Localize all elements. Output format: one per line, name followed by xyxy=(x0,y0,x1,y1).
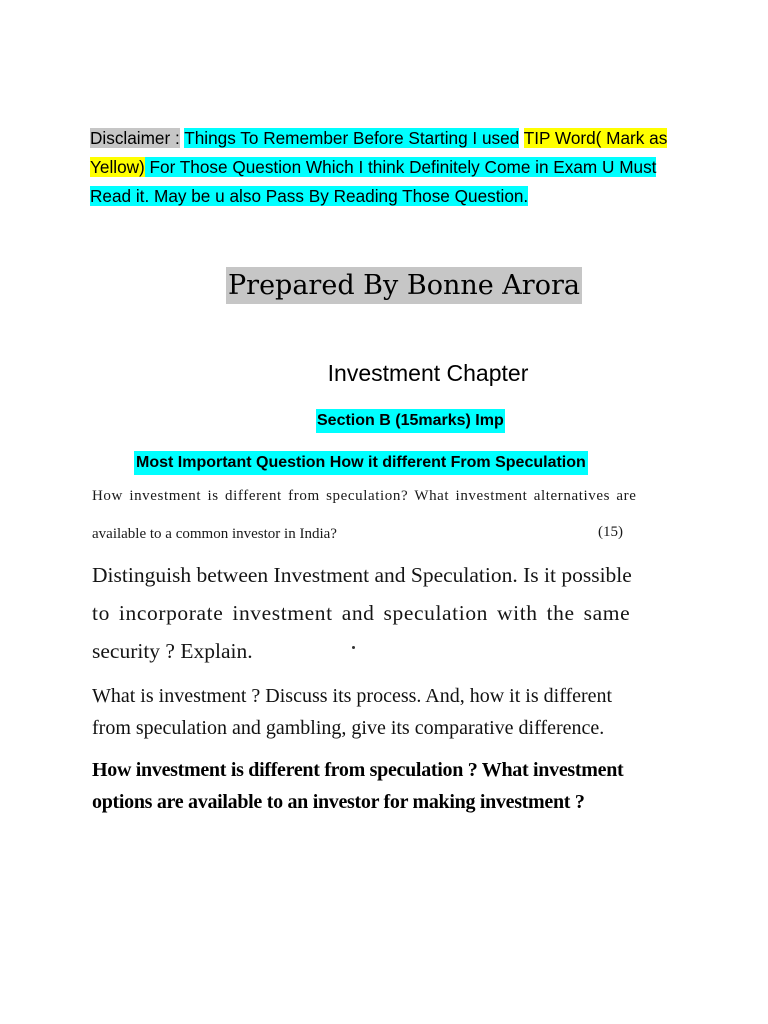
question-2-line-3: security ? Explain. xyxy=(92,639,253,663)
question-1-line-2: available to a common investor in India? xyxy=(92,526,337,542)
disclaimer-label: Disclaimer : xyxy=(90,128,180,148)
question-4-line-2: options are available to an investor for making investment ? xyxy=(92,791,585,813)
important-question-heading: Most Important Question How it different From Speculation xyxy=(134,451,588,475)
question-1-marks: (15) xyxy=(598,524,623,540)
question-2-line-1: Distinguish between Investment and Speculation. Is it possible xyxy=(92,563,632,587)
disclaimer-text-2: For Those Question Which I think Definitely Come in Exam U Must Read it. May be u also Pass By Reading Those Question. xyxy=(90,157,657,206)
scanned-question-image xyxy=(86,482,680,816)
disclaimer-paragraph xyxy=(90,124,690,211)
prepared-by-heading: Prepared By Bonne Arora xyxy=(226,267,582,304)
section-label: Section B (15marks) Imp xyxy=(316,409,505,433)
question-4-line-1: How investment is different from speculation ? What investment xyxy=(92,759,624,781)
chapter-title: Investment Chapter xyxy=(327,360,529,386)
question-2-line-2: to incorporate investment and speculation with the same xyxy=(92,601,631,625)
disclaimer-text-1: Things To Remember Before Starting I used xyxy=(184,128,520,148)
question-1-line-1: How investment is different from speculation? What investment alternatives are xyxy=(92,488,637,504)
question-3-line-1: What is investment ? Discuss its process. And, how it is different xyxy=(92,685,613,707)
tip-word-highlight: TIP Word( Mark as Yellow) xyxy=(90,128,668,177)
question-3-line-2: from speculation and gambling, give its comparative difference. xyxy=(92,717,605,739)
scan-speck xyxy=(352,646,355,649)
